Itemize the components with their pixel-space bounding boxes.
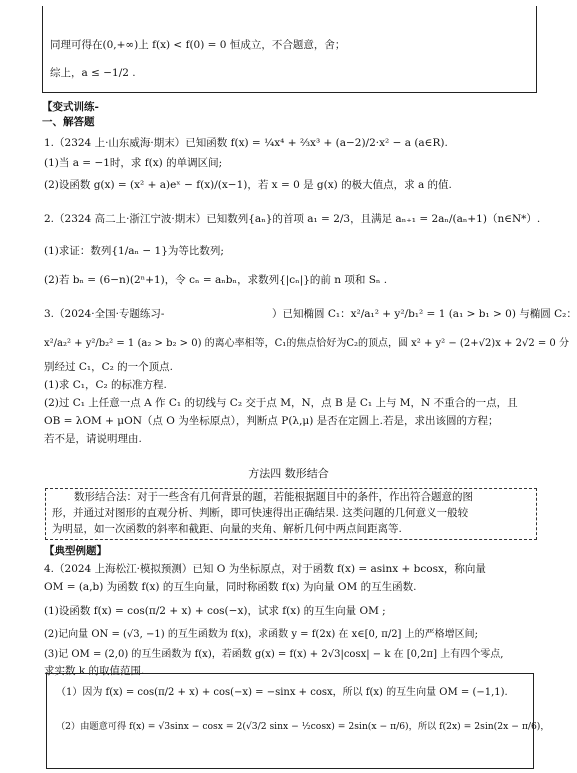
method-title: 方法四 数形结合 <box>248 467 329 480</box>
q3-stem-2: x²/a₂² + y²/b₂² = 1 (a₂ > b₂ > 0) 的离心率相等，C₁的焦点恰好为C₂的顶点，圆 x² + y² − (2+√2)x + 2√2 = 0 分 <box>44 338 569 349</box>
section-example-heading: 【典型例题】 <box>44 545 107 557</box>
prev-solution-line-1: 同理可得在(0,+∞)上 f(x) < f(0) = 0 恒成立，不合题意，舍； <box>50 39 346 51</box>
q1-part2: (2)设函数 g(x) = (x² + a)eˣ − f(x)/(x−1)，若 x = 0 是 g(x) 的极大值点，求 a 的值. <box>44 179 452 191</box>
solution-line-2: （2）由题意可得 f(x) = √3sinx − cosx = 2(√3/2 sinx − ½cosx) = 2sin(x − π/6)，所以 f(2x) = 2sin(2x − π/6)， <box>56 721 550 732</box>
q3-stem-3: 别经过 C₁，C₂ 的一个顶点. <box>44 361 173 373</box>
q3-part2-cont: OB = λOM + μON（点 O 为坐标原点），判断点 P(λ,μ) 是否在定圆上.若是，求出该圆的方程； <box>44 415 499 427</box>
q3-part2-end: 若不是，请说明理由. <box>44 433 142 445</box>
q4-stem-2: OM = (a,b) 为函数 f(x) 的互生向量，同时称函数 f(x) 为向量 OM 的互生函数. <box>44 581 417 593</box>
q3-stem-b: ）已知椭圆 C₁：x²/a₁² + y²/b₁² = 1 (a₁ > b₁ > 0) 与椭圆 C₂： <box>272 308 577 320</box>
prev-solution-line-2: 综上，a ≤ −1/2 . <box>50 67 136 79</box>
q4-stem: 4.（2024 上海松江·模拟预测）已知 O 为坐标原点，对于函数 f(x) = asinx + bcosx，称向量 <box>44 563 486 575</box>
q1-stem: 1.（2324 上·山东威海·期末）已知函数 f(x) = ¼x⁴ + ⅔x³ + (a−2)/2·x² − a (a∈R). <box>44 137 448 149</box>
method-line-3: 为明显，如一次函数的斜率和截距、向量的夹角、解析几何中两点间距离等. <box>52 523 402 535</box>
q2-part2: (2)若 bₙ = (6−n)(2ⁿ+1)，令 cₙ = aₙbₙ，求数列{|cₙ|}的前 n 项和 Sₙ . <box>44 274 388 286</box>
q4-part3: (3)记 OM = (2,0) 的互生函数为 f(x)，若函数 g(x) = f(x) + 2√3|cosx| − k 在 [0,2π] 上有四个零点, <box>44 649 504 660</box>
q3-stem-a: 3.（2024·全国·专题练习- <box>44 308 165 320</box>
q2-part1: (1)求证：数列{1/aₙ − 1}为等比数列; <box>44 245 224 257</box>
q2-stem: 2.（2324 高二上·浙江宁波·期末）已知数列{aₙ}的首项 a₁ = 2/3，且满足 aₙ₊₁ = 2aₙ/(aₙ+1)（n∈N*）. <box>44 213 541 225</box>
q4-part3-end: 求实数 k 的取值范围. <box>44 665 145 677</box>
section-variant-heading: 【变式训练- <box>42 101 99 113</box>
q1-part1: (1)当 a = −1时，求 f(x) 的单调区间; <box>44 157 223 169</box>
section-solve-heading: 一、解答题 <box>42 116 95 128</box>
q3-part1: (1)求 C₁，C₂ 的标准方程. <box>44 379 167 391</box>
q4-part2: (2)记向量 ON = (√3, −1) 的互生函数为 f(x)，求函数 y = f(2x) 在 x∈[0, π/2] 上的严格增区间; <box>44 629 479 640</box>
q3-part2: (2)过 C₁ 上任意一点 A 作 C₁ 的切线与 C₂ 交于点 M，N，点 B 是 C₁ 上与 M，N 不重合的一点，且 <box>44 397 518 409</box>
method-line-1: 数形结合法：对于一些含有几何背景的题，若能根据题目中的条件，作出符合题意的图 <box>74 491 473 503</box>
solution-line-1: （1）因为 f(x) = cos(π/2 + x) + cos(−x) = −sinx + cosx，所以 f(x) 的互生向量 OM = (−1,1). <box>56 687 508 698</box>
method-line-2: 形，并通过对图形的直观分析、判断，即可快速得出正确结果. 这类问题的几何意义一般较 <box>52 507 469 519</box>
q4-part1: (1)设函数 f(x) = cos(π/2 + x) + cos(−x)，试求 f(x) 的互生向量 OM ; <box>44 605 386 617</box>
